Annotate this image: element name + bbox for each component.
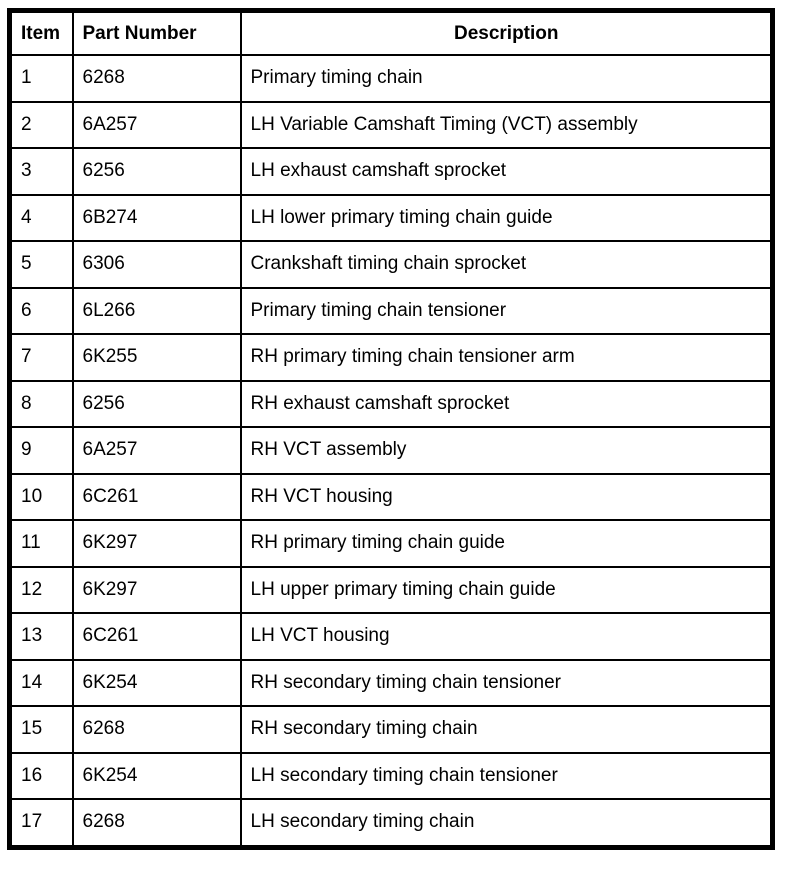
header-description: Description	[241, 11, 773, 56]
parts-table-body	[10, 55, 773, 847]
cell-item: 12	[10, 567, 73, 614]
cell-part-number: 6L266	[73, 288, 241, 335]
cell-description: Primary timing chain tensioner	[241, 288, 773, 335]
cell-part-number: 6268	[73, 799, 241, 847]
cell-item: 13	[10, 613, 73, 660]
header-row	[10, 11, 773, 56]
table-row	[10, 706, 773, 753]
cell-part-number: 6C261	[73, 474, 241, 521]
cell-item: 9	[10, 427, 73, 474]
cell-item: 7	[10, 334, 73, 381]
cell-description: LH Variable Camshaft Timing (VCT) assembly	[241, 102, 773, 149]
cell-part-number: 6K254	[73, 660, 241, 707]
cell-part-number: 6268	[73, 706, 241, 753]
cell-item: 2	[10, 102, 73, 149]
cell-item: 1	[10, 55, 73, 102]
cell-part-number: 6A257	[73, 427, 241, 474]
cell-part-number: 6256	[73, 148, 241, 195]
table-row	[10, 148, 773, 195]
table-row	[10, 102, 773, 149]
cell-description: RH primary timing chain tensioner arm	[241, 334, 773, 381]
cell-part-number: 6K254	[73, 753, 241, 800]
cell-description: RH primary timing chain guide	[241, 520, 773, 567]
cell-item: 6	[10, 288, 73, 335]
cell-item: 3	[10, 148, 73, 195]
cell-description: Primary timing chain	[241, 55, 773, 102]
table-row	[10, 520, 773, 567]
cell-description: RH secondary timing chain tensioner	[241, 660, 773, 707]
cell-description: LH upper primary timing chain guide	[241, 567, 773, 614]
cell-part-number: 6B274	[73, 195, 241, 242]
cell-part-number: 6268	[73, 55, 241, 102]
cell-description: RH VCT assembly	[241, 427, 773, 474]
parts-table	[7, 8, 775, 850]
cell-item: 10	[10, 474, 73, 521]
table-row	[10, 753, 773, 800]
cell-description: LH lower primary timing chain guide	[241, 195, 773, 242]
header-part-number: Part Number	[73, 11, 241, 56]
cell-description: LH exhaust camshaft sprocket	[241, 148, 773, 195]
cell-item: 17	[10, 799, 73, 847]
table-row	[10, 799, 773, 847]
table-row	[10, 660, 773, 707]
cell-description: RH VCT housing	[241, 474, 773, 521]
cell-item: 14	[10, 660, 73, 707]
cell-part-number: 6A257	[73, 102, 241, 149]
table-row	[10, 427, 773, 474]
table-row	[10, 288, 773, 335]
table-row	[10, 55, 773, 102]
table-row	[10, 613, 773, 660]
table-row	[10, 474, 773, 521]
cell-description: Crankshaft timing chain sprocket	[241, 241, 773, 288]
table-row	[10, 567, 773, 614]
cell-part-number: 6K297	[73, 520, 241, 567]
table-row	[10, 241, 773, 288]
cell-item: 15	[10, 706, 73, 753]
cell-item: 16	[10, 753, 73, 800]
cell-item: 4	[10, 195, 73, 242]
header-item: Item	[10, 11, 73, 56]
cell-item: 8	[10, 381, 73, 428]
cell-part-number: 6K297	[73, 567, 241, 614]
cell-description: LH secondary timing chain tensioner	[241, 753, 773, 800]
cell-description: LH secondary timing chain	[241, 799, 773, 847]
cell-description: RH secondary timing chain	[241, 706, 773, 753]
cell-part-number: 6C261	[73, 613, 241, 660]
cell-item: 11	[10, 520, 73, 567]
cell-description: RH exhaust camshaft sprocket	[241, 381, 773, 428]
cell-part-number: 6306	[73, 241, 241, 288]
cell-description: LH VCT housing	[241, 613, 773, 660]
cell-part-number: 6K255	[73, 334, 241, 381]
table-row	[10, 195, 773, 242]
cell-part-number: 6256	[73, 381, 241, 428]
table-row	[10, 334, 773, 381]
cell-item: 5	[10, 241, 73, 288]
table-row	[10, 381, 773, 428]
